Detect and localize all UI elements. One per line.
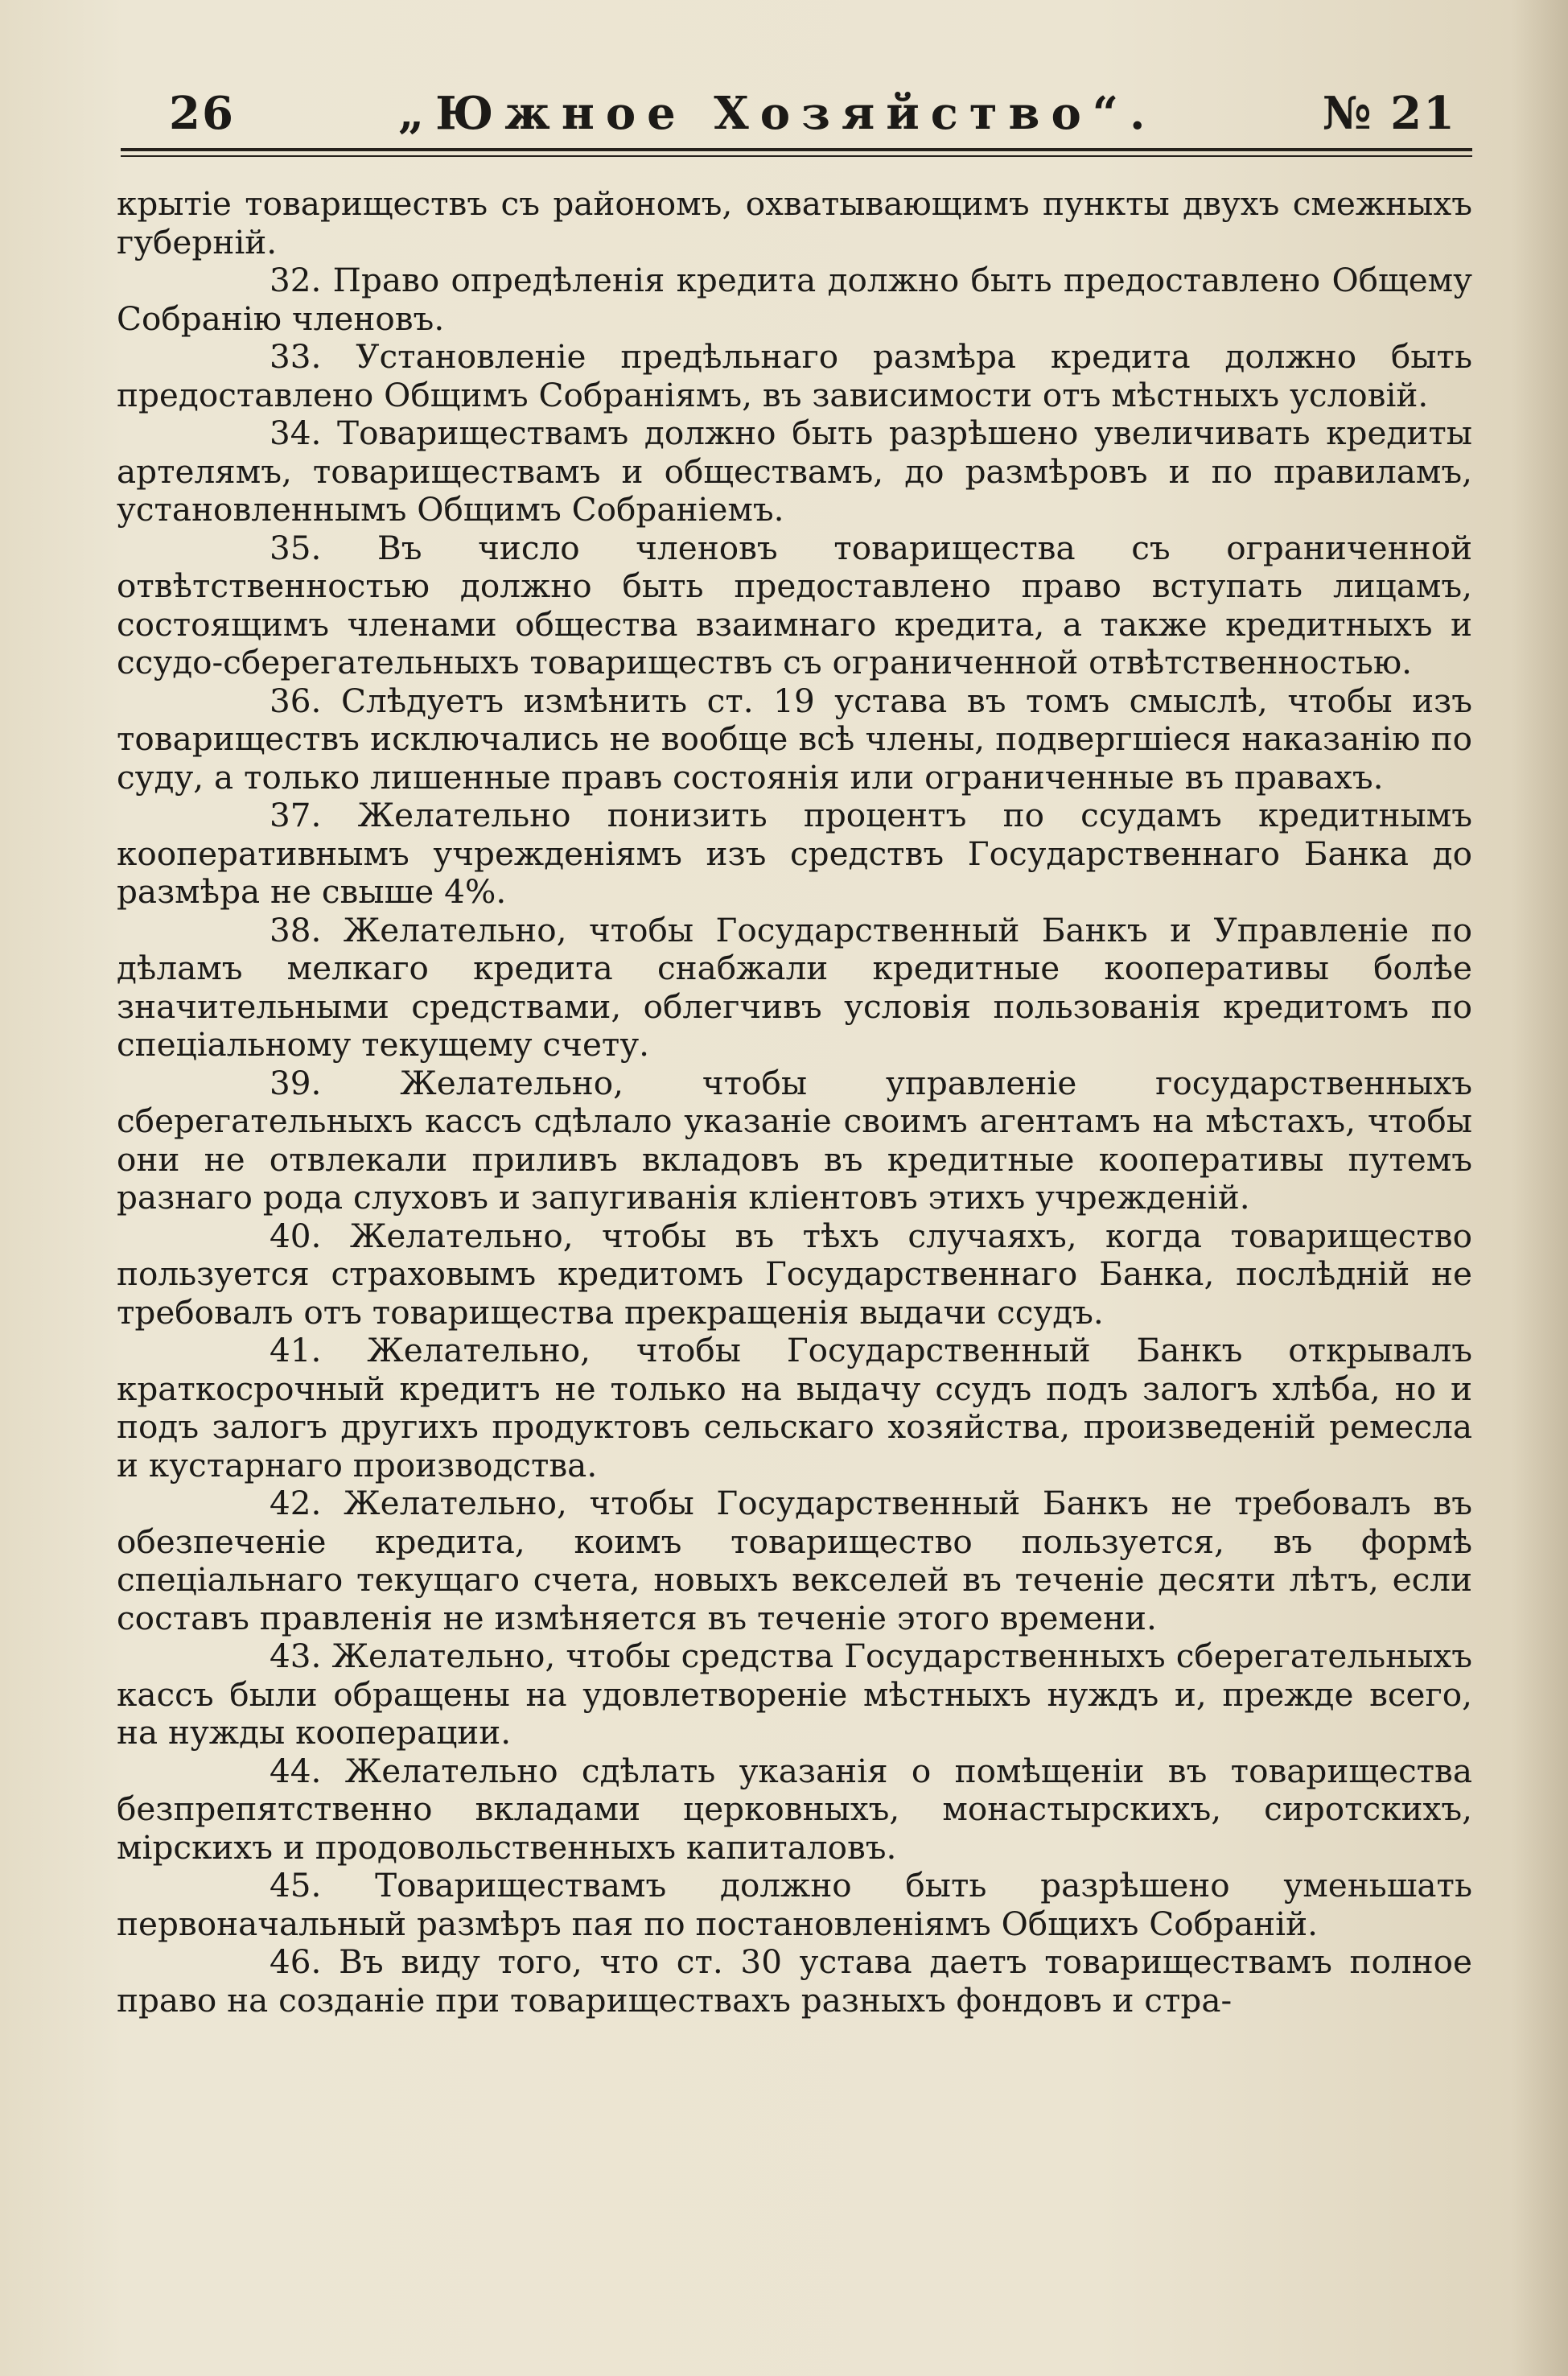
paragraph-36: 36. Слѣдуетъ измѣнить ст. 19 устава въ томъ смыслѣ, чтобы изъ товариществъ исключались не вообще всѣ члены, подвергшіеся наказанію по суду, а только лишенные правъ состоянія или ограниченные въ правахъ. [117,681,1472,797]
paragraph-continuation: крытіе товариществъ съ райономъ, охватывающимъ пункты двухъ смежныхъ губерній. [117,184,1472,261]
paragraph-32: 32. Право опредѣленія кредита должно быть предоставлено Общему Собранію членовъ. [117,261,1472,338]
paragraph-42: 42. Желательно, чтобы Государственный Банкъ не требовалъ въ обезпеченіе кредита, коимъ товарищество пользуется, въ формѣ спеціальнаго текущаго счета, новыхъ векселей въ теченіе десяти лѣтъ, если составъ правленія не измѣняется въ теченіе этого времени. [117,1484,1472,1637]
paragraph-40: 40. Желательно, чтобы въ тѣхъ случаяхъ, когда товарищество пользуется страховымъ кредитомъ Государственнаго Банка, послѣдній не требовалъ отъ товарищества прекращенія выдачи ссудъ. [117,1216,1472,1332]
paragraph-35: 35. Въ число членовъ товарищества съ ограниченной отвѣтственностью должно быть предоставлено право вступать лицамъ, состоящимъ членами общества взаимнаго кредита, а также кредитныхъ и ссудо-сберегательныхъ товариществъ съ ограниченной отвѣтственностью. [117,528,1472,682]
paragraph-45: 45. Товариществамъ должно быть разрѣшено уменьшать первоначальный размѣръ пая по постановленіямъ Общихъ Собраній. [117,1866,1472,1943]
paragraph-37: 37. Желательно понизить процентъ по ссудамъ кредитнымъ кооперативнымъ учрежденіямъ изъ средствъ Государственнаго Банка до размѣра не свыше 4%. [117,796,1472,911]
issue-number: № 21 [1322,87,1456,140]
header-rule-thin [121,155,1472,157]
paragraph-34: 34. Товариществамъ должно быть разрѣшено увеличивать кредиты артелямъ, товариществамъ и обществамъ, до размѣровъ и по правиламъ, установленнымъ Общимъ Собраніемъ. [117,414,1472,529]
paragraph-33: 33. Установленіе предѣльнаго размѣра кредита должно быть предоставлено Общимъ Собраніямъ, въ зависимости отъ мѣстныхъ условій. [117,337,1472,414]
running-header [121,87,1472,151]
page-number: 26 [169,87,235,140]
paragraph-39: 39. Желательно, чтобы управленіе государственныхъ сберегательныхъ кассъ сдѣлало указаніе своимъ агентамъ на мѣстахъ, чтобы они не отвлекали приливъ вкладовъ въ кредитные кооперативы путемъ разнаго рода слуховъ и запугиванія кліентовъ этихъ учрежденій. [117,1063,1472,1217]
paragraph-44: 44. Желательно сдѣлать указанія о помѣщеніи въ товарищества безпрепятственно вкладами церковныхъ, монастырскихъ, сиротскихъ, мірскихъ и продовольственныхъ капиталовъ. [117,1751,1472,1867]
paragraph-41: 41. Желательно, чтобы Государственный Банкъ открывалъ краткосрочный кредитъ не только на выдачу ссудъ подъ залогъ хлѣба, но и подъ залогъ другихъ продуктовъ сельскаго хозяйства, произведеній ремесла и кустарнаго производства. [117,1331,1472,1484]
page-shadow [1512,0,1568,2376]
journal-title: „Южное Хозяйство“. [398,87,1157,140]
paragraph-46: 46. Въ виду того, что ст. 30 устава даетъ товариществамъ полное право на созданіе при товариществахъ разныхъ фондовъ и стра- [117,1942,1472,2020]
paragraph-38: 38. Желательно, чтобы Государственный Банкъ и Управленіе по дѣламъ мелкаго кредита снабжали кредитные кооперативы болѣе значительными средствами, облегчивъ условія пользованія кредитомъ по спеціальному текущему счету. [117,910,1472,1064]
body-text [117,185,1472,2020]
paragraph-43: 43. Желательно, чтобы средства Государственныхъ сберегательныхъ кассъ были обращены на удовлетвореніе мѣстныхъ нуждъ и, прежде всего, на нужды кооперации. [117,1637,1472,1752]
header-rule [121,148,1472,151]
